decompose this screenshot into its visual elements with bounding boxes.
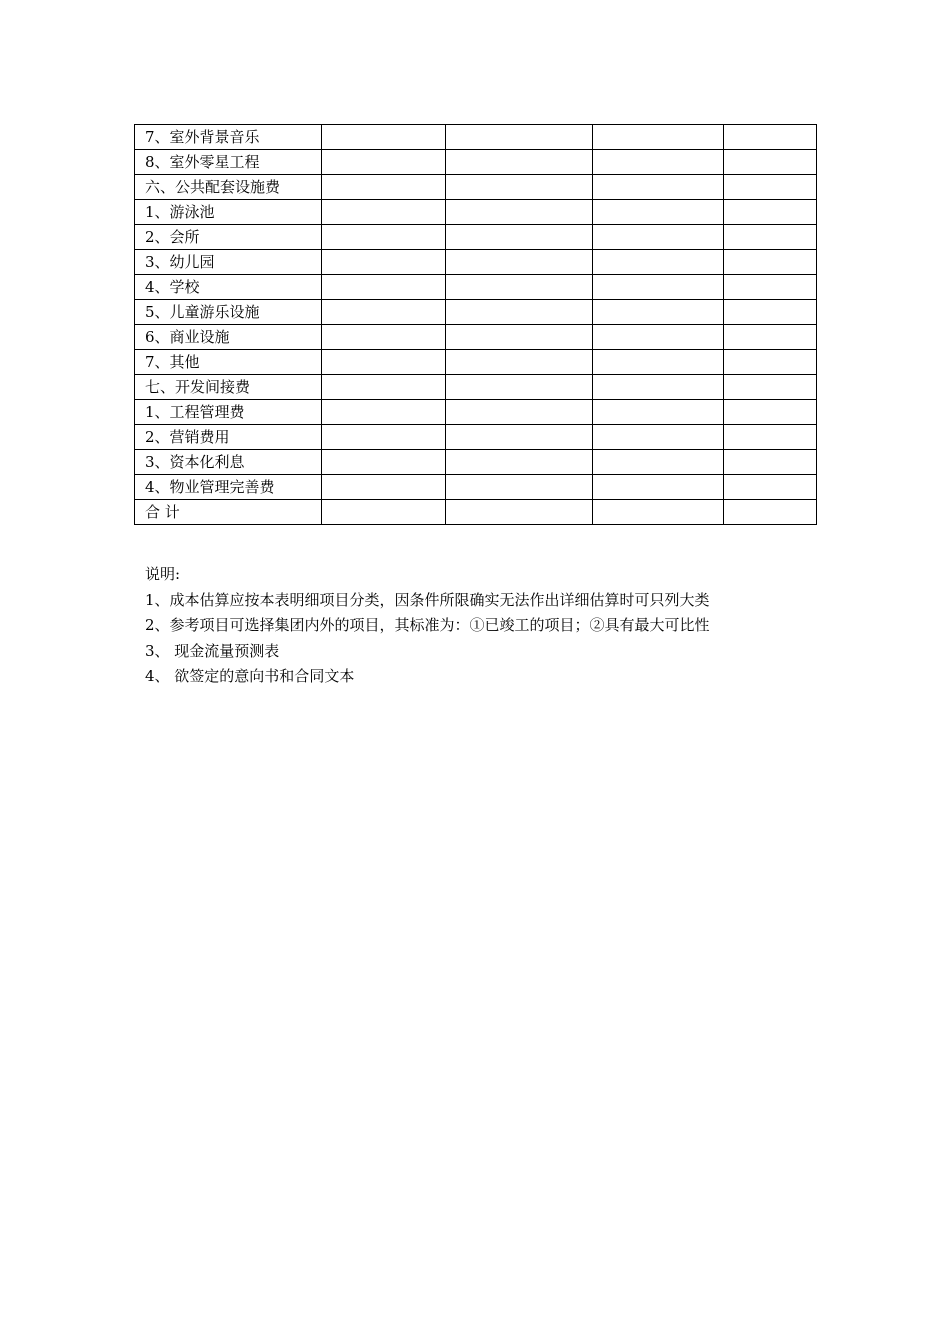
value-cell — [446, 400, 593, 425]
value-cell — [593, 300, 724, 325]
value-cell — [446, 300, 593, 325]
value-cell — [593, 350, 724, 375]
value-cell — [322, 150, 446, 175]
value-cell — [322, 325, 446, 350]
value-cell — [322, 500, 446, 525]
value-cell — [593, 250, 724, 275]
value-cell — [446, 450, 593, 475]
value-cell — [446, 150, 593, 175]
row-label: 合 计 — [135, 500, 322, 525]
row-label: 7、其他 — [135, 350, 322, 375]
value-cell — [593, 450, 724, 475]
value-cell — [322, 375, 446, 400]
value-cell — [446, 350, 593, 375]
value-cell — [593, 275, 724, 300]
value-cell — [446, 500, 593, 525]
table-row — [135, 175, 817, 200]
value-cell — [724, 475, 817, 500]
table-row — [135, 300, 817, 325]
value-cell — [724, 225, 817, 250]
value-cell — [322, 425, 446, 450]
value-cell — [593, 325, 724, 350]
table-row — [135, 425, 817, 450]
note-item-1: 1、成本估算应按本表明细项目分类，因条件所限确实无法作出详细估算时可只列大类 — [145, 590, 710, 609]
value-cell — [593, 500, 724, 525]
table-body — [135, 125, 817, 525]
table-row — [135, 200, 817, 225]
table-row — [135, 250, 817, 275]
value-cell — [446, 125, 593, 150]
value-cell — [446, 175, 593, 200]
value-cell — [724, 325, 817, 350]
value-cell — [724, 175, 817, 200]
table-row — [135, 450, 817, 475]
value-cell — [446, 375, 593, 400]
value-cell — [724, 275, 817, 300]
value-cell — [724, 450, 817, 475]
note-item-2: 2、参考项目可选择集团内外的项目，其标准为：①已竣工的项目；②具有最大可比性 — [145, 616, 710, 634]
row-label: 4、学校 — [135, 275, 322, 300]
table-row — [135, 500, 817, 525]
value-cell — [724, 300, 817, 325]
value-cell — [724, 150, 817, 175]
table-row — [135, 375, 817, 400]
row-label: 8、室外零星工程 — [135, 150, 322, 175]
value-cell — [322, 250, 446, 275]
value-cell — [322, 200, 446, 225]
row-label: 1、游泳池 — [135, 200, 322, 225]
value-cell — [724, 350, 817, 375]
table-row — [135, 350, 817, 375]
value-cell — [322, 125, 446, 150]
value-cell — [593, 375, 724, 400]
row-label: 6、商业设施 — [135, 325, 322, 350]
notes-section — [145, 562, 845, 690]
value-cell — [724, 425, 817, 450]
table-row — [135, 400, 817, 425]
value-cell — [593, 225, 724, 250]
table-row — [135, 275, 817, 300]
value-cell — [593, 125, 724, 150]
note-item-3: 3、 现金流量预测表 — [145, 641, 280, 660]
value-cell — [593, 425, 724, 450]
value-cell — [724, 250, 817, 275]
table-row — [135, 125, 817, 150]
value-cell — [322, 475, 446, 500]
cost-estimate-table — [134, 124, 817, 525]
value-cell — [593, 400, 724, 425]
value-cell — [322, 225, 446, 250]
value-cell — [593, 150, 724, 175]
value-cell — [446, 325, 593, 350]
table-row — [135, 150, 817, 175]
value-cell — [322, 300, 446, 325]
value-cell — [322, 400, 446, 425]
row-label: 2、营销费用 — [135, 425, 322, 450]
value-cell — [724, 375, 817, 400]
row-label: 7、室外背景音乐 — [135, 125, 322, 150]
note-item-4: 4、 欲签定的意向书和合同文本 — [145, 667, 355, 685]
value-cell — [724, 200, 817, 225]
value-cell — [446, 200, 593, 225]
row-label: 1、工程管理费 — [135, 400, 322, 425]
table-row — [135, 325, 817, 350]
row-label: 5、儿童游乐设施 — [135, 300, 322, 325]
notes-title: 说明: — [145, 565, 181, 583]
value-cell — [322, 275, 446, 300]
table-row — [135, 225, 817, 250]
row-label: 七、开发间接费 — [135, 375, 322, 400]
value-cell — [593, 175, 724, 200]
value-cell — [446, 275, 593, 300]
value-cell — [593, 475, 724, 500]
row-label: 3、资本化利息 — [135, 450, 322, 475]
value-cell — [446, 250, 593, 275]
row-label: 3、幼儿园 — [135, 250, 322, 275]
row-label: 4、物业管理完善费 — [135, 475, 322, 500]
table-row — [135, 475, 817, 500]
row-label: 六、公共配套设施费 — [135, 175, 322, 200]
value-cell — [322, 350, 446, 375]
value-cell — [724, 400, 817, 425]
value-cell — [322, 450, 446, 475]
value-cell — [446, 225, 593, 250]
value-cell — [446, 475, 593, 500]
row-label: 2、会所 — [135, 225, 322, 250]
value-cell — [724, 125, 817, 150]
value-cell — [593, 200, 724, 225]
value-cell — [446, 425, 593, 450]
value-cell — [322, 175, 446, 200]
value-cell — [724, 500, 817, 525]
